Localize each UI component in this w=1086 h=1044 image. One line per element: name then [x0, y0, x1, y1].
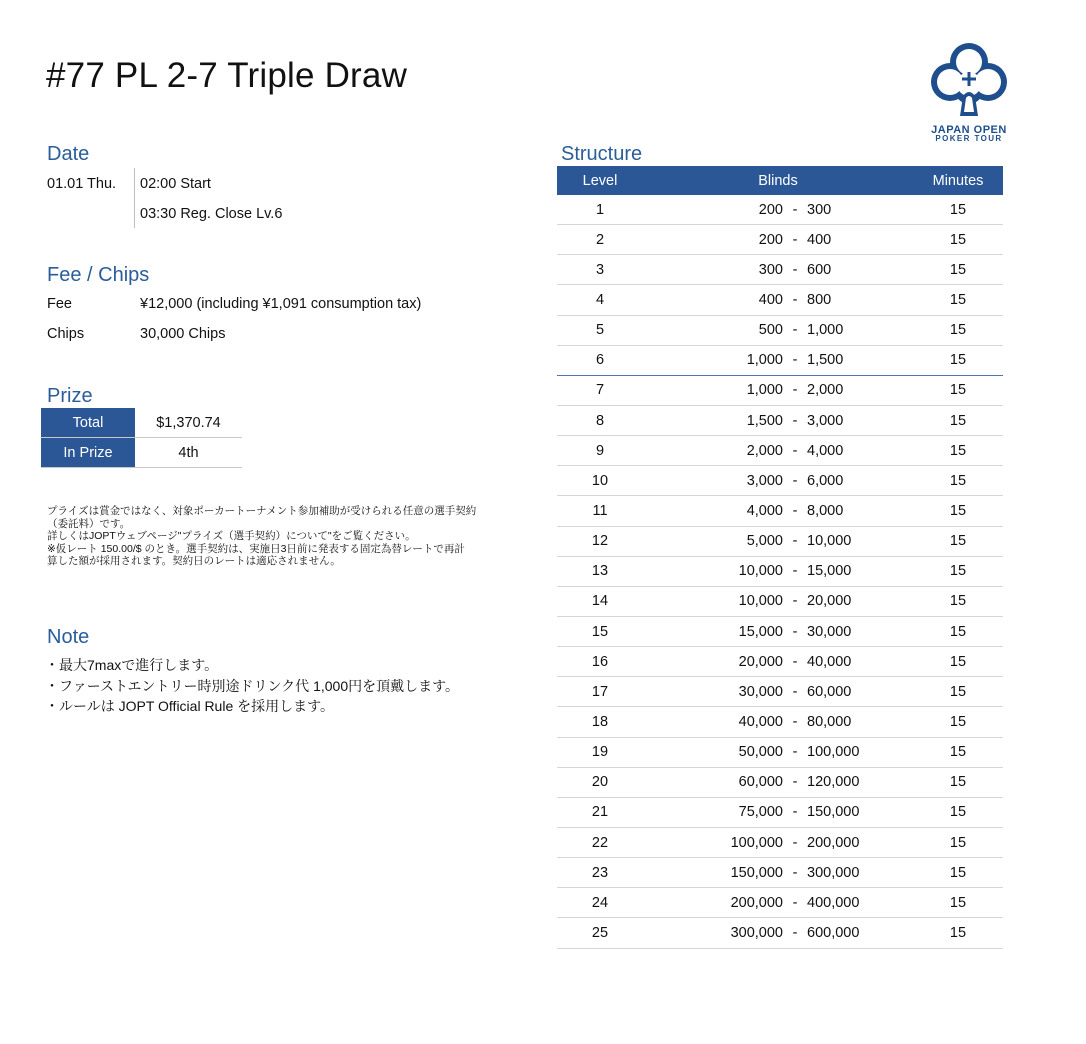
small-blind: 500 [758, 322, 783, 339]
level-cell: 13 [591, 563, 609, 580]
small-blind: 20,000 [738, 653, 783, 670]
small-blind: 2,000 [746, 442, 783, 459]
table-row [557, 798, 1003, 828]
table-row [557, 677, 1003, 707]
table-row [557, 225, 1003, 255]
minutes-cell: 15 [949, 352, 967, 369]
prize-table [41, 408, 242, 468]
table-row [557, 406, 1003, 436]
blind-separator: - [792, 774, 798, 791]
date-day: 01.01 Thu. [47, 176, 117, 192]
note-line: ・ルールは JOPT Official Rule を採用します。 [45, 698, 335, 714]
big-blind: 2,000 [807, 382, 844, 399]
blinds-cell [643, 804, 913, 820]
level-cell: 9 [595, 442, 605, 459]
minutes-cell: 15 [949, 593, 967, 610]
prize-note-line: （委託料）です。 [47, 517, 131, 530]
big-blind: 6,000 [807, 472, 844, 489]
big-blind: 400,000 [807, 894, 860, 911]
club-logo-icon [930, 40, 1008, 124]
fee-value: ¥12,000 (including ¥1,091 consumption tax) [140, 296, 422, 312]
big-blind: 4,000 [807, 442, 844, 459]
blind-separator: - [792, 442, 798, 459]
blinds-cell [643, 563, 913, 579]
blinds-cell [643, 744, 913, 760]
note-heading: Note [47, 626, 90, 648]
minutes-cell: 15 [949, 322, 967, 339]
small-blind: 1,500 [746, 412, 783, 429]
prize-notes [47, 505, 476, 568]
level-cell: 4 [595, 291, 605, 308]
big-blind: 600 [807, 261, 832, 278]
blind-separator: - [792, 894, 798, 911]
level-cell: 5 [595, 322, 605, 339]
blinds-cell [643, 262, 913, 278]
big-blind: 1,500 [807, 352, 844, 369]
small-blind: 100,000 [730, 834, 783, 851]
prize-note-line: ※仮レート 150.00/$ のとき。選手契約は、実施日3日前に発表する固定為替レートで再計 [47, 542, 465, 555]
minutes-cell: 15 [949, 533, 967, 550]
minutes-cell: 15 [949, 894, 967, 911]
blinds-cell [643, 895, 913, 911]
prize-row-total [41, 408, 242, 438]
big-blind: 150,000 [807, 804, 860, 821]
level-cell: 11 [592, 502, 608, 519]
note-list [45, 655, 459, 717]
minutes-cell: 15 [949, 713, 967, 730]
blind-separator: - [792, 231, 798, 248]
blind-separator: - [792, 472, 798, 489]
big-blind: 80,000 [807, 713, 852, 730]
level-cell: 7 [595, 382, 605, 399]
chips-value: 30,000 Chips [140, 326, 226, 342]
minutes-cell: 15 [949, 382, 967, 399]
blind-separator: - [792, 291, 798, 308]
minutes-cell: 15 [949, 442, 967, 459]
blind-separator: - [792, 412, 798, 429]
big-blind: 10,000 [807, 533, 852, 550]
start-time: 02:00 Start [140, 176, 211, 192]
blinds-cell [643, 654, 913, 670]
blinds-cell [643, 835, 913, 851]
blind-separator: - [792, 864, 798, 881]
big-blind: 15,000 [807, 563, 852, 580]
level-cell: 19 [591, 744, 609, 761]
blinds-cell [643, 925, 913, 941]
table-row [557, 918, 1003, 948]
blind-separator: - [792, 713, 798, 730]
blind-separator: - [792, 563, 798, 580]
level-cell: 16 [591, 653, 609, 670]
small-blind: 4,000 [746, 502, 783, 519]
prize-heading: Prize [47, 385, 93, 407]
small-blind: 50,000 [738, 744, 783, 761]
small-blind: 3,000 [746, 472, 783, 489]
blinds-cell [643, 774, 913, 790]
chips-label: Chips [47, 326, 85, 342]
table-row [557, 527, 1003, 557]
note-line: ・ファーストエントリー時別途ドリンク代 1,000円を頂戴します。 [45, 677, 459, 694]
level-cell: 17 [591, 683, 609, 700]
prize-label: In Prize [41, 438, 135, 467]
table-row [557, 346, 1003, 376]
prize-note-line: 算した額が採用されます。契約日のレートは適応されません。 [47, 555, 341, 567]
table-row [557, 195, 1003, 225]
big-blind: 30,000 [807, 623, 852, 640]
fee-label: Fee [47, 296, 72, 312]
level-cell: 1 [595, 201, 605, 218]
big-blind: 60,000 [807, 683, 852, 700]
big-blind: 200,000 [807, 834, 860, 851]
blind-separator: - [792, 924, 798, 941]
table-row [557, 285, 1003, 315]
big-blind: 100,000 [807, 744, 860, 761]
table-row [557, 647, 1003, 677]
blinds-cell [643, 473, 913, 489]
minutes-cell: 15 [949, 502, 967, 519]
blind-separator: - [792, 744, 798, 761]
structure-body [557, 195, 1003, 949]
blind-separator: - [792, 533, 798, 550]
blind-separator: - [792, 261, 798, 278]
minutes-cell: 15 [949, 683, 967, 700]
table-row [557, 255, 1003, 285]
blinds-cell [643, 292, 913, 308]
small-blind: 300 [758, 261, 783, 278]
col-blinds-header: Blinds [758, 172, 798, 189]
table-row [557, 557, 1003, 587]
table-row [557, 376, 1003, 406]
page-title: #77 PL 2-7 Triple Draw [46, 56, 408, 95]
blinds-cell [643, 413, 913, 429]
minutes-cell: 15 [949, 563, 967, 580]
small-blind: 60,000 [738, 774, 783, 791]
fee-chips-heading: Fee / Chips [47, 264, 150, 286]
blinds-cell [643, 232, 913, 248]
blind-separator: - [792, 804, 798, 821]
minutes-cell: 15 [949, 412, 967, 429]
blind-separator: - [792, 834, 798, 851]
table-row [557, 768, 1003, 798]
blind-separator: - [792, 352, 798, 369]
table-row [557, 316, 1003, 346]
minutes-cell: 15 [949, 472, 967, 489]
structure-heading: Structure [561, 143, 643, 165]
level-cell: 12 [591, 533, 609, 550]
prize-note-line: 詳しくはJOPTウェブページ"プライズ（選手契約）について"をご覧ください。 [47, 530, 416, 542]
reg-close: 03:30 Reg. Close Lv.6 [140, 206, 283, 222]
prize-value: $1,370.74 [156, 414, 221, 431]
level-cell: 6 [595, 352, 605, 369]
minutes-cell: 15 [949, 804, 967, 821]
table-row [557, 496, 1003, 526]
blinds-cell [643, 624, 913, 640]
level-cell: 3 [595, 261, 605, 278]
small-blind: 15,000 [738, 623, 783, 640]
logo-text-line2: POKER TOUR [935, 134, 1003, 143]
level-cell: 8 [595, 412, 605, 429]
level-cell: 18 [591, 713, 609, 730]
small-blind: 400 [758, 291, 783, 308]
table-row [557, 828, 1003, 858]
small-blind: 1,000 [746, 382, 783, 399]
big-blind: 300 [807, 201, 832, 218]
prize-note-line: プライズは賞金ではなく、対象ポーカートーナメント参加補助が受けられる任意の選手契約 [47, 505, 477, 517]
structure-header-row [557, 166, 1003, 195]
blind-separator: - [792, 653, 798, 670]
small-blind: 10,000 [738, 593, 783, 610]
big-blind: 400 [807, 231, 832, 248]
note-line: ・最大7maxで進行します。 [45, 657, 219, 673]
blinds-cell [643, 202, 913, 218]
minutes-cell: 15 [949, 744, 967, 761]
minutes-cell: 15 [949, 201, 967, 218]
date-heading: Date [47, 143, 90, 165]
minutes-cell: 15 [949, 834, 967, 851]
table-row [557, 617, 1003, 647]
prize-value: 4th [178, 444, 199, 461]
minutes-cell: 15 [949, 774, 967, 791]
blinds-cell [643, 503, 913, 519]
big-blind: 600,000 [807, 924, 860, 941]
minutes-cell: 15 [949, 653, 967, 670]
table-row [557, 707, 1003, 737]
table-row [557, 858, 1003, 888]
blinds-cell [643, 865, 913, 881]
minutes-cell: 15 [949, 864, 967, 881]
small-blind: 200,000 [730, 894, 783, 911]
table-row [557, 587, 1003, 617]
table-row [557, 888, 1003, 918]
logo-text-line1: JAPAN OPEN [931, 124, 1007, 136]
blind-separator: - [792, 382, 798, 399]
small-blind: 150,000 [730, 864, 783, 881]
prize-label: Total [41, 408, 135, 437]
level-cell: 21 [591, 804, 609, 821]
date-divider [134, 168, 135, 228]
small-blind: 75,000 [738, 804, 783, 821]
big-blind: 300,000 [807, 864, 860, 881]
table-row [557, 466, 1003, 496]
big-blind: 120,000 [807, 774, 860, 791]
minutes-cell: 15 [949, 623, 967, 640]
blind-separator: - [792, 623, 798, 640]
small-blind: 300,000 [730, 924, 783, 941]
minutes-cell: 15 [949, 261, 967, 278]
small-blind: 200 [758, 231, 783, 248]
table-row [557, 436, 1003, 466]
big-blind: 20,000 [807, 593, 852, 610]
jopt-logo [930, 40, 1008, 142]
col-minutes-header: Minutes [932, 172, 984, 189]
level-cell: 22 [591, 834, 609, 851]
small-blind: 1,000 [746, 352, 783, 369]
blinds-cell [643, 684, 913, 700]
level-cell: 14 [591, 593, 609, 610]
blinds-cell [643, 443, 913, 459]
level-cell: 15 [591, 623, 609, 640]
blinds-cell [643, 593, 913, 609]
level-cell: 10 [591, 472, 609, 489]
blind-separator: - [792, 322, 798, 339]
small-blind: 40,000 [738, 713, 783, 730]
prize-row-in-prize [41, 438, 242, 468]
blinds-cell [643, 714, 913, 730]
small-blind: 30,000 [738, 683, 783, 700]
structure-table [557, 166, 1003, 949]
level-cell: 2 [595, 231, 605, 248]
small-blind: 10,000 [738, 563, 783, 580]
big-blind: 8,000 [807, 502, 844, 519]
table-row [557, 738, 1003, 768]
blinds-cell [643, 533, 913, 549]
blind-separator: - [792, 502, 798, 519]
blind-separator: - [792, 201, 798, 218]
small-blind: 200 [758, 201, 783, 218]
blinds-cell [643, 382, 913, 398]
big-blind: 40,000 [807, 653, 852, 670]
level-cell: 25 [591, 924, 609, 941]
blinds-cell [643, 352, 913, 368]
level-cell: 23 [591, 864, 609, 881]
big-blind: 800 [807, 291, 832, 308]
small-blind: 5,000 [746, 533, 783, 550]
big-blind: 1,000 [807, 322, 844, 339]
level-cell: 24 [591, 894, 609, 911]
blind-separator: - [792, 593, 798, 610]
col-level-header: Level [582, 172, 618, 189]
minutes-cell: 15 [949, 924, 967, 941]
big-blind: 3,000 [807, 412, 844, 429]
level-cell: 20 [591, 774, 609, 791]
blind-separator: - [792, 683, 798, 700]
blinds-cell [643, 322, 913, 338]
minutes-cell: 15 [949, 291, 967, 308]
minutes-cell: 15 [949, 231, 967, 248]
